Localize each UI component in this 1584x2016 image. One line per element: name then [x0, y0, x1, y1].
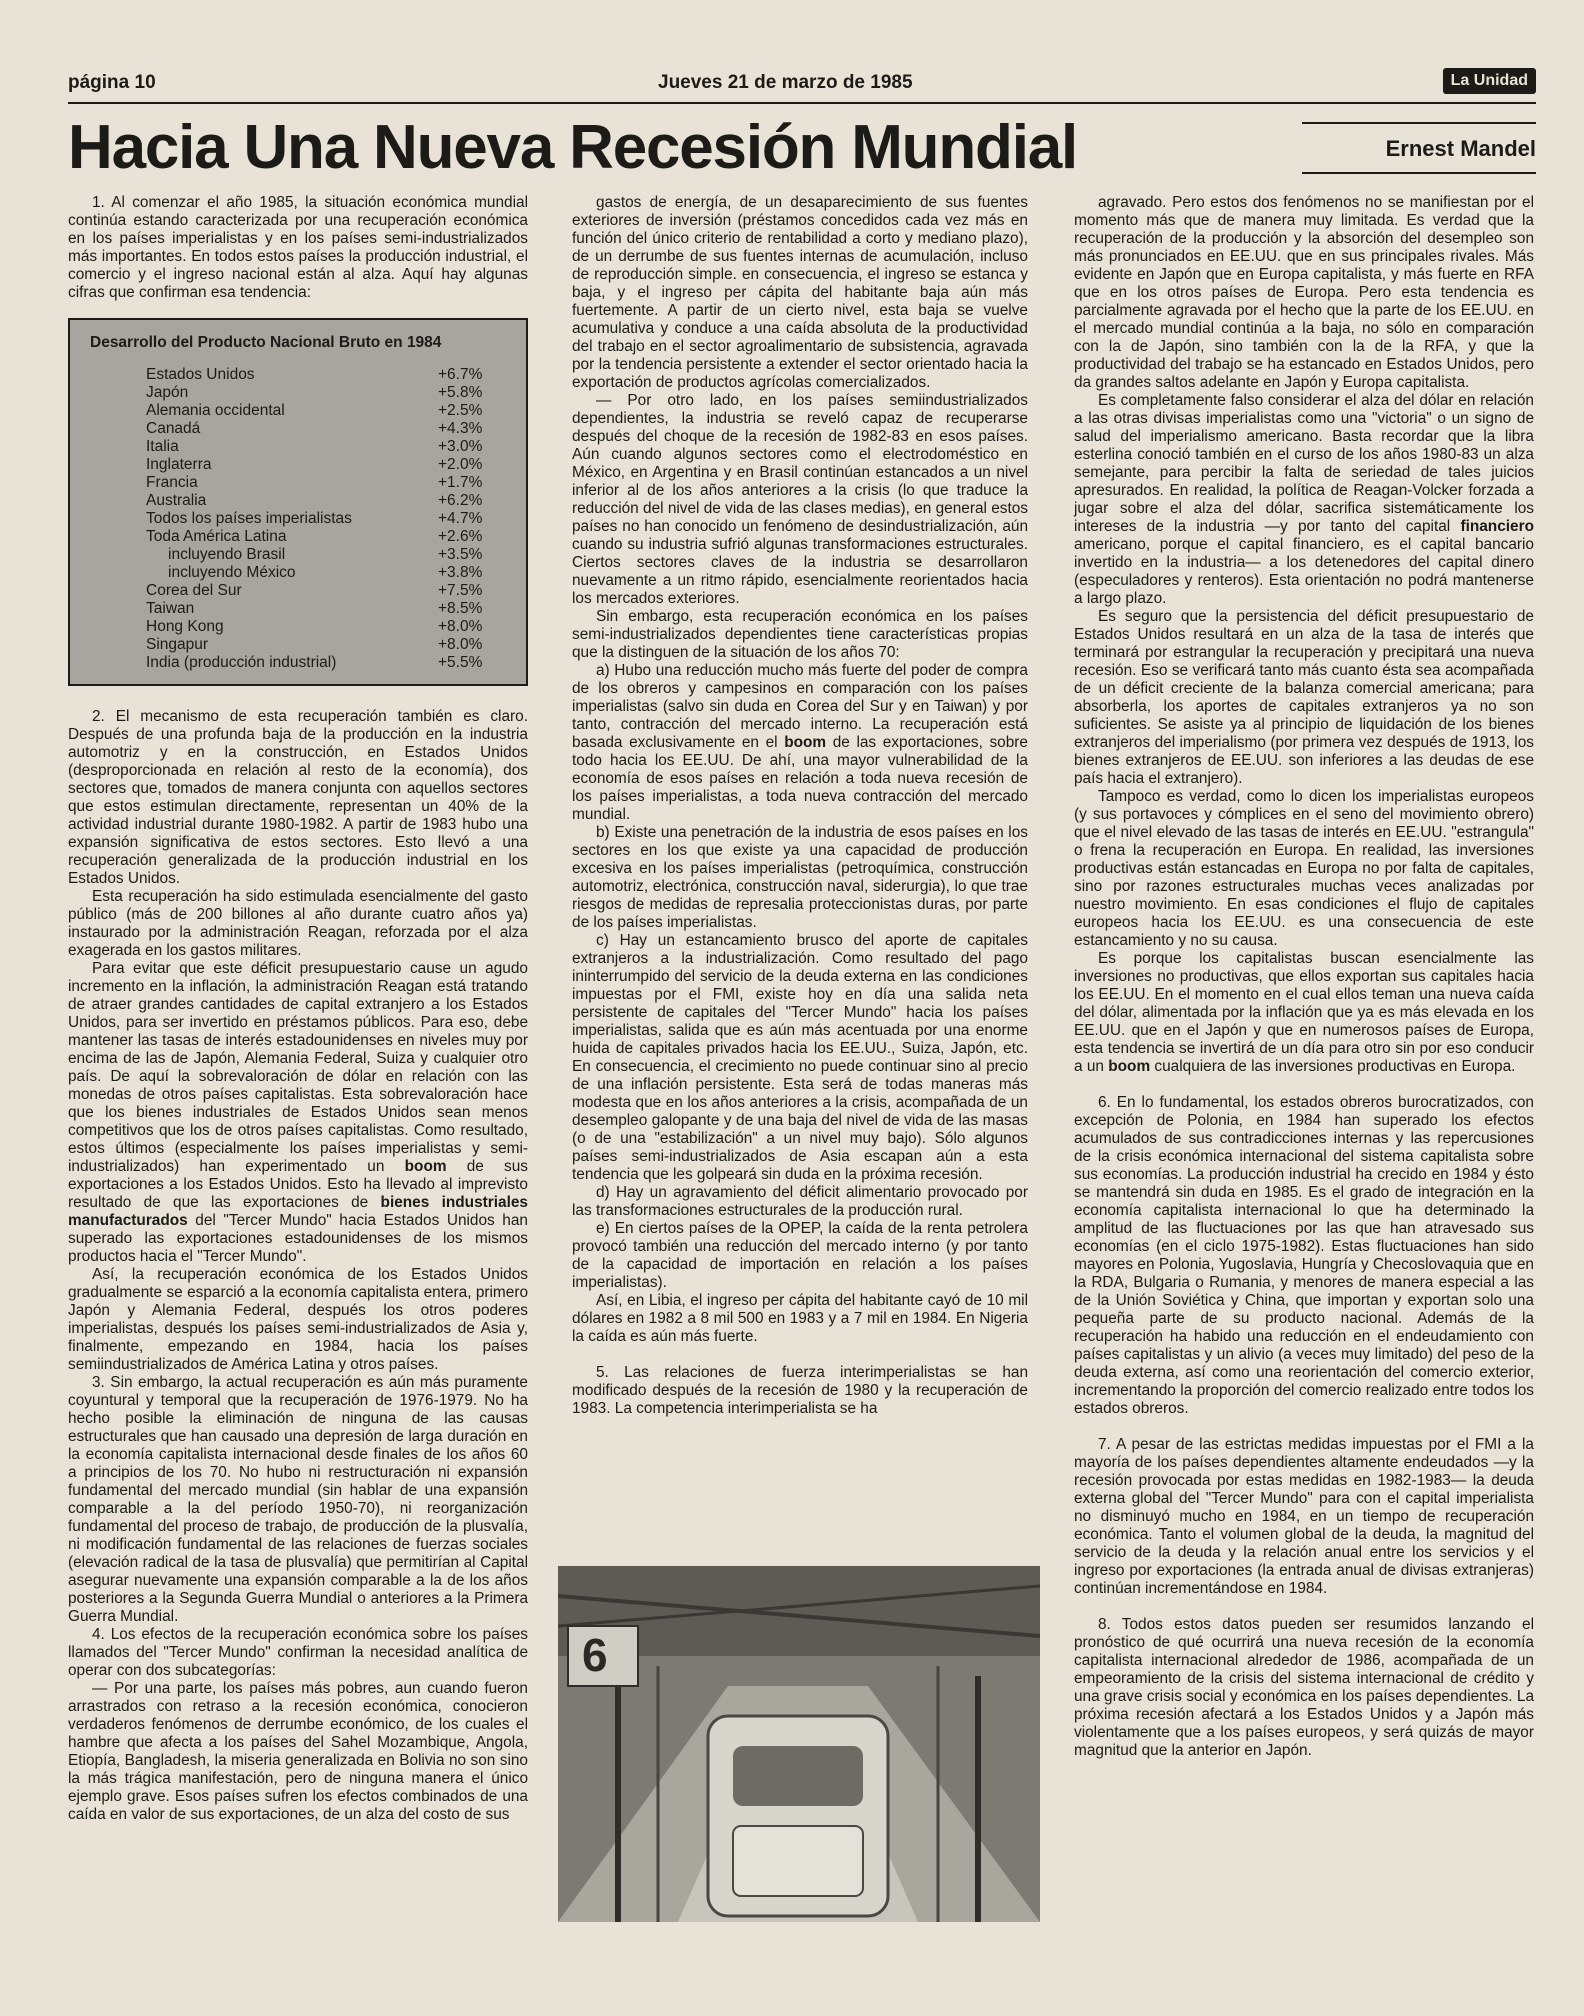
paragraph: b) Existe una penetración de la industria de esos países en los sectores en los que existe ya una capacidad de producción excesiva en los países imperialistas (petroquímica, construcción automotriz, electrónica, construcción naval, siderurgia), lo que trae riesgos de medidas de represalia proteccionistas duras, por parte de los países imperialistas.	[572, 824, 1028, 931]
paragraph: 5. Las relaciones de fuerza interimperialistas se han modificado después de la recesión de 1980 y la recuperación de 1983. La competencia interimperialista se ha	[572, 1364, 1028, 1417]
paragraph: 7. A pesar de las estrictas medidas impuestas por el FMI a la mayoría de los países dependientes altamente endeudados —y la recesión provocada por estas medidas en 1982-1983— la deuda externa global del "Tercer Mundo" para con el capital imperialista no disminuyó mucho en 1984, en un tiempo de recuperación económica. Tanto el volumen global de la deuda, la magnitud del servicio de la deuda y la relación anual entre los servicios y el ingreso por exportaciones (la entrada anual de divisas extranjeras) continúan incrementándose en 1984.	[1074, 1436, 1534, 1597]
gdp-table-row	[146, 402, 482, 420]
gdp-value: +1.7%	[438, 474, 483, 491]
gdp-country: Taiwan	[146, 600, 195, 617]
bold-text: boom	[1108, 1058, 1151, 1075]
paragraph: Sin embargo, esta recuperación económica en los países semi-industrializados dependientes tiene características propias que la distinguen de la situación de los años 70:	[572, 608, 1028, 661]
gdp-value: +5.5%	[438, 654, 483, 671]
newspaper-logo: La Unidad	[1443, 68, 1536, 94]
page-number: página 10	[68, 72, 156, 93]
gdp-country: Japón	[146, 384, 189, 401]
paragraph: Así, la recuperación económica de los Estados Unidos gradualmente se esparció a la economía capitalista entera, primero Japón y Alemania Federal, después los otros poderes imperialistas, después los países semi-industrializados de Asia y, finalmente, empezando en 1984, hacia los países semiindustrializados de América Latina y otros países.	[68, 1266, 528, 1373]
gdp-country: incluyendo Brasil	[168, 546, 286, 563]
paragraph: agravado. Pero estos dos fenómenos no se manifiestan por el momento más que de manera muy limitada. Es verdad que la recuperación de la producción y la absorción del desempleo son más pronunciados en EE.UU. que en sus principales rivales. Más evidente en Japón que en Europa capitalista, y más fuerte en RFA que en los otros países de Europa. Pero esta tendencia es parcialmente agravada por el hecho que la parte de los EE.UU. en el mercado mundial continúa a la baja, no sólo en comparación con la de Japón, sino también con la de la RFA, y que la productividad del trabajo se ha estancado en Estados Unidos, pero da grandes saltos adelante en Japón y Europa capitalista.	[1074, 194, 1534, 391]
gdp-country: Canadá	[146, 420, 201, 437]
photo-sign-number: 6	[582, 1629, 608, 1681]
gdp-table-box	[68, 318, 528, 686]
paragraph: Es seguro que la persistencia del déficit presupuestario de Estados Unidos resultará en un alza de la tasa de interés que terminará por estrangular la recuperación y precipitará una nueva recesión. Eso se verificará tanto más cuanto ésta sea acompañada de un déficit creciente de la balanza comercial americana; para absorberla, los aportes de capitales extranjeros ya no son suficientes. Se asiste ya al principio de liquidación de los bienes extranjeros del imperialismo (por primera vez después de 1913, los bienes extranjeros de EE.UU. son inferiores a las deudas de ese país hacia el extranjero).	[1074, 608, 1534, 787]
gdp-country: Inglaterra	[146, 456, 212, 473]
factory-photo	[558, 1566, 1040, 1922]
gdp-country: Todos los países imperialistas	[146, 510, 352, 527]
gdp-value: +8.5%	[438, 600, 483, 617]
bold-text: bienes industriales manufacturados	[68, 1194, 528, 1229]
paragraph: 8. Todos estos datos pueden ser resumidos lanzando el pronóstico de qué ocurrirá una nueva recesión de la economía capitalista internacional alrededor de 1986, acompañada de un empeoramiento de la crisis del sistema internacional de crédito y una grave crisis social y económica en los países dependientes. La próxima recesión afectará a los Estados Unidos y a Japón más violentamente que a los países europeos, y será quizás de mayor magnitud que la anterior en Japón.	[1074, 1616, 1534, 1759]
author-byline: Ernest Mandel	[1302, 122, 1536, 174]
gdp-table-title: Desarrollo del Producto Nacional Bruto en 1984	[90, 334, 442, 351]
gdp-value: +5.8%	[438, 384, 483, 401]
paragraph: Para evitar que este déficit presupuestario cause un agudo incremento en la inflación, la administración Reagan está tratando de atraer grandes cantidades de capital extranjero a los Estados Unidos, para ser invertido en préstamos públicos. Para eso, debe mantener las tasas de interés estadounidenses en niveles muy por encima de las de Japón, Alemania Federal, Suiza y cualquier otro país. De aquí la sobrevaloración de dólar en relación con las monedas de otros países capitalistas. Esta sobrevaloración hace que los bienes industriales de Estados Unidos sean menos competitivos que los de otros países capitalistas. Como resultado, estos últimos (especialmente los países imperialistas y semi-industrializados) han experimentado un boom de sus exportaciones a los Estados Unidos. Esto ha llevado al imprevisto resultado de que las exportaciones de bienes industriales manufacturados del "Tercer Mundo" hacia Estados Unidos han superado las exportaciones estadounidenses de los mismos productos hacia el "Tercer Mundo".	[68, 960, 529, 1265]
gdp-value: +6.2%	[438, 492, 483, 509]
gdp-value: +3.8%	[438, 564, 483, 581]
photo-illustration	[558, 1566, 1040, 1922]
gdp-value: +4.7%	[438, 510, 483, 527]
gdp-table-row	[146, 546, 482, 564]
bold-text: financiero	[1460, 518, 1534, 535]
gdp-country: Australia	[146, 492, 207, 509]
paragraph: e) En ciertos países de la OPEP, la caída de la renta petrolera provocó también una reducción del mercado interno (y por tanto de la capacidad de importación en relación a los países imperialistas).	[572, 1220, 1028, 1291]
gdp-table	[146, 366, 482, 672]
gdp-table-row	[146, 510, 482, 528]
paragraph: Así, en Libia, el ingreso per cápita del habitante cayó de 10 mil dólares en 1982 a 8 mil 500 en 1983 y a 7 mil en 1984. En Nigeria la caída es aún más fuerte.	[572, 1292, 1028, 1345]
bold-text: boom	[404, 1158, 447, 1175]
masthead	[68, 66, 1536, 104]
gdp-country: incluyendo México	[168, 564, 296, 581]
paragraph: d) Hay un agravamiento del déficit alimentario provocado por las transformaciones estructurales de la producción rural.	[572, 1184, 1028, 1219]
gdp-value: +8.0%	[438, 618, 483, 635]
bold-text: boom	[784, 734, 827, 751]
paragraph: gastos de energía, de un desaparecimiento de sus fuentes exteriores de inversión (préstamos concedidos cada vez más en función del único criterio de rentabilidad a corto y mediano plazo), de un derrumbe de sus fuentes internas de acumulación, incluso de reproducción simple. en consecuencia, el ingreso se estanca y baja, y el ingreso per cápita del habitante baja aún más fuertemente. A partir de un cierto nivel, esta baja se vuelve acumulativa y conduce a una caída absoluta de la productividad del trabajo en el sector agroalimentario de subsistencia, agravada por la tendencia persistente a extender el sector orientado hacia la exportación de productos agrícolas comercializados.	[572, 194, 1028, 391]
gdp-table-row	[146, 654, 482, 672]
gdp-table-row	[146, 384, 482, 402]
gdp-table-row	[146, 564, 482, 582]
gdp-value: +3.0%	[438, 438, 483, 455]
gdp-country: Singapur	[146, 636, 209, 653]
column-1	[68, 194, 528, 1824]
gdp-table-row	[146, 600, 482, 618]
gdp-value: +2.5%	[438, 402, 483, 419]
paragraph: 1. Al comenzar el año 1985, la situación económica mundial continúa estando caracterizada por una recuperación económica en los países imperialistas y en los países semi-industrializados más importantes. En todos estos países la producción industrial, el comercio y el ingreso nacional están al alza. Aquí hay algunas cifras que confirman esa tendencia:	[68, 194, 528, 301]
gdp-value: +3.5%	[438, 546, 483, 563]
gdp-country: Corea del Sur	[146, 582, 242, 599]
column-3	[1074, 194, 1534, 1760]
paragraph: Tampoco es verdad, como lo dicen los imperialistas europeos (y sus portavoces y cómplices en el seno del movimiento obrero) que el nivel elevado de las tasas de interés en EE.UU. "estrangula" o frena la recuperación en Europa. En realidad, las inversiones productivas están estancadas en Europa no por falta de capitales, sino por razones estructurales muchas veces analizadas por nuestro movimiento. En esas condiciones el flujo de capitales europeos hacia los EE.UU. es una consecuencia de este estancamiento y no su causa.	[1074, 788, 1534, 949]
gdp-country: Toda América Latina	[146, 528, 287, 545]
gdp-country: Alemania occidental	[146, 402, 285, 419]
gdp-value: +2.0%	[438, 456, 483, 473]
paragraph: a) Hubo una reducción mucho más fuerte del poder de compra de los obreros y campesinos en comparación con los países imperialistas (salvo sin duda en Corea del Sur y en Taiwan) y por tanto, contracción del mercado interno. La recuperación está basada exclusivamente en el boom de las exportaciones, sobre todo hacia los EE.UU. De ahí, una mayor vulnerabilidad de la economía de esos países en relación a toda nueva recesión de los países imperialistas, a toda nueva contracción del mercado mundial.	[572, 662, 1028, 823]
gdp-country: Italia	[146, 438, 179, 455]
gdp-table-row	[146, 618, 482, 636]
issue-date: Jueves 21 de marzo de 1985	[658, 72, 913, 93]
paragraph: 3. Sin embargo, la actual recuperación es aún más puramente coyuntural y temporal que la recuperación de 1976-1979. No ha hecho posible la eliminación de ninguna de las causas estructurales que han causado una depresión de larga duración en la economía capitalista internacional desde finales de los años 60 a principios de los 70. No hubo ni restructuración ni expansión fundamental del mercado mundial (sin hablar de una expansión comparable a la del período 1950-70), ni reorganización fundamental del proceso de trabajo, de producción de la plusvalía, ni modificación fundamental de las relaciones de fuerzas sociales (elevación radical de la tasa de plusvalía) que permitirían al Capital asegurar nuevamente una expansión comparable a la de los años posteriores a la Segunda Guerra Mundial o anteriores a la Primera Guerra Mundial.	[68, 1374, 528, 1625]
gdp-table-row	[146, 582, 482, 600]
gdp-table-row	[146, 420, 482, 438]
gdp-value: +7.5%	[438, 582, 483, 599]
gdp-table-row	[146, 438, 482, 456]
paragraph: — Por otro lado, en los países semiindustrializados dependientes, la industria se reveló capaz de recuperarse después del choque de la recesión de 1982-83 en esos países. Aún cuando algunos sectores como el electrodoméstico en México, en Argentina y en Brasil continúan estancados a un nivel inferior al de los años anteriores a la crisis (lo que traduce la reducción del nivel de vida de las clases medias), en general estos países no han conocido un fenómeno de desindustrialización, aún cuando su industria sufrió algunas transformaciones estructurales. Ciertos sectores claves de la industria se desarrollaron nuevamente a un ritmo rápido, esencialmente reorientados hacia los mercados exteriores.	[572, 392, 1028, 607]
gdp-value: +6.7%	[438, 366, 483, 383]
gdp-table-row	[146, 366, 482, 384]
paragraph: 2. El mecanismo de esta recuperación también es claro. Después de una profunda baja de la producción en la industria automotriz y en la construcción, en Estados Unidos (desproporcionada en relación al resto de la economía), dos sectores que, tomados de manera conjunta con aquellos sectores que estos estimulan directamente, representan un 40% de la actividad industrial durante 1980-1982. A partir de 1983 hubo una expansión significativa de estos sectores. Esto llevó a una recuperación generalizada de la producción industrial en los Estados Unidos.	[68, 708, 528, 887]
gdp-value: +2.6%	[438, 528, 483, 545]
gdp-value: +8.0%	[438, 636, 483, 653]
paragraph: Es porque los capitalistas buscan esencialmente las inversiones no productivas, que ellos exportan sus capitales hacia los EE.UU. En el momento en el cual ellos teman una nueva caída del dólar, alimentada por la inflación que ya es más elevada en los EE.UU. que en el Japón y que en numerosos países de Europa, esta tendencia se invertirá de un día para otro sin por eso conducir a un boom cualquiera de las inversiones productivas en Europa.	[1074, 950, 1534, 1075]
gdp-table-row	[146, 492, 482, 510]
gdp-table-row	[146, 528, 482, 546]
paragraph: 4. Los efectos de la recuperación económica sobre los países llamados del "Tercer Mundo" confirman la necesidad analítica de operar con dos subcategorías:	[68, 1626, 528, 1679]
article-headline: Hacia Una Nueva Recesión Mundial	[68, 113, 1078, 182]
paragraph: Es completamente falso considerar el alza del dólar en relación a las otras divisas imperialistas como una "victoria" o un signo de salud del imperialismo americano. Basta recordar que la libra esterlina conoció también en el curso de los años 1980-83 un alza semejante, para percibir la falta de seriedad de tales juicios apresurados. En realidad, la política de Reagan-Volcker forzada a jugar sobre el alza del dólar, sacrifica sistemáticamente los intereses de la industria —y por tanto del capital financiero americano, porque el capital financiero, es el capital bancario invertido en la industria— a los detenedores del capital dinero (especuladores y renteros). Esta orientación no podrá mantenerse a largo plazo.	[1074, 392, 1534, 607]
gdp-table-row	[146, 456, 482, 474]
column-2	[572, 194, 1028, 1418]
paragraph: Esta recuperación ha sido estimulada esencialmente del gasto público (más de 200 billones al año durante cuatro años ya) instaurado por la administración Reagan, reforzada por el alza exagerada en los gastos militares.	[68, 888, 528, 959]
paragraph: c) Hay un estancamiento brusco del aporte de capitales extranjeros a la industrialización. Como resultado del pago ininterrumpido del servicio de la deuda externa en las condiciones impuestas por el FMI, existe hoy en día una salida neta persistente de capitales del "Tercer Mundo" hacia los países imperialistas, salida que es aún más acentuada por una enorme huida de capitales privados hacia los EE.UU., Suiza, Japón, etc. En consecuencia, el crecimiento no puede continuar sino al precio de una inflación persistente. Esta será de todas maneras más modesta que en los años anteriores a la crisis, acompañada de un desempleo galopante y de una baja del nivel de vida de las masas (o de una "estabilización" a un nivel muy bajo). Sólo algunos países semi-industrializados de Asia escapan aún a esta tendencia que les golpeará sin duda en la próxima recesión.	[572, 932, 1028, 1183]
paragraph: 6. En lo fundamental, los estados obreros burocratizados, con excepción de Polonia, en 1984 han superado los efectos acumulados de sus contradicciones internas y las repercusiones de la crisis económica internacional del sistema capitalista sobre sus economías. La producción industrial ha crecido en 1984 y ésto se mantendrá sin duda en 1985. Es el grado de integración en la economía capitalista internacional lo que ha determinado la amplitud de las fluctuaciones por las que han atravesado sus economías (en el ciclo 1975-1982). Estas fluctuaciones han sido mayores en Polonia, Yugoslavia, Hungría y Checoslovaquia que en la RDA, Bulgaria o Rumania, y menores de manera especial a las de la Unión Soviética y China, que importan y exportan solo una pequeña parte de su producto nacional. Además de la recuperación ha habido una reducción en el endeudamiento con países capitalistas y un alivio (a veces muy limitado) del peso de la deuda externa, así como una reorientación del comercio exterior, incrementando la proporción del comercio realizado entre todos los estados obreros.	[1074, 1094, 1534, 1417]
gdp-country: Hong Kong	[146, 618, 224, 635]
gdp-table-row	[146, 636, 482, 654]
gdp-country: Francia	[146, 474, 198, 491]
gdp-value: +4.3%	[438, 420, 483, 437]
gdp-country: Estados Unidos	[146, 366, 255, 383]
gdp-table-row	[146, 474, 482, 492]
gdp-country: India (producción industrial)	[146, 654, 337, 671]
paragraph: — Por una parte, los países más pobres, aun cuando fueron arrastrados con retraso a la recesión económica, conocieron verdaderos fenómenos de derrumbe económico, de los cuales el hambre que afecta a los países del Sahel Mozambique, Angola, Etiopía, Bangladesh, la miseria generalizada en Bolivia no son sino la más trágica manifestación, pero de ninguna manera el único ejemplo grave. Esos países sufren los efectos combinados de una caída en valor de sus exportaciones, de un alza del costo de sus	[68, 1680, 528, 1823]
